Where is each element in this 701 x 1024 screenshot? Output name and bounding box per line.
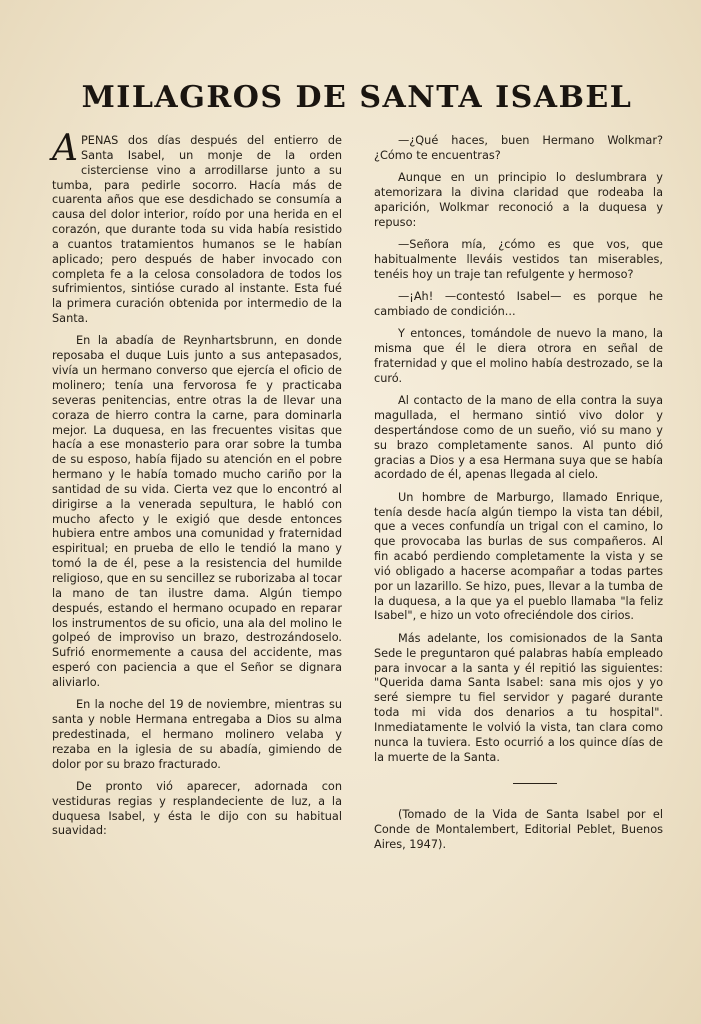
paragraph xyxy=(52,128,342,327)
divider xyxy=(513,783,557,784)
paragraph: —¡Ah! —contestó Isabel— es porque he cambiado de condición... xyxy=(374,290,663,318)
paragraph: —Señora mía, ¿cómo es que vos, que habitualmente lleváis vestidos tan miserables, tenéis hoy un traje tan refulgente y hermoso? xyxy=(374,238,663,281)
paragraph: En la abadía de Reynhartsbrunn, en donde reposaba el duque Luis junto a sus antepasados, vivía un hermano converso que ejercía el oficio de molinero; tenía una fervorosa fe y practicaba severas penitencias, entre otras la de llevar una coraza de hierro contra la carne, para dominarla mejor. La duquesa, en las frecuentes visitas que hacía a ese monasterio para orar sobre la tumba de su esposo, había fijado su atención en el pobre hermano y le había tomado mucho cariño por la santidad de su vida. Cierta vez que lo encontró al dirigirse a la venerada sepultura, le habló con mucho afecto y le exigió que desde entonces hubiera entre ambos una comunidad y fraternidad espiritual; en prueba de ello le tendió la mano y tomó la de él, pese a la resistencia del humilde religioso, que en su sencillez se ruborizaba al tocar la mano de tan ilustre dama. Algún tiempo después, estando el hermano ocupado en reparar los instrumentos de su oficio, una ala del molino le golpeó de improviso un brazo, destrozándoselo. Sufrió enormemente a causa del accidente, mas esperó con paciencia a que el Señor se dignara aliviarlo. xyxy=(52,334,342,689)
left-column xyxy=(52,128,342,847)
paragraph: —¿Qué haces, buen Hermano Wolkmar? ¿Cómo te encuentras? xyxy=(374,134,663,162)
paragraph: Y entonces, tomándole de nuevo la mano, la misma que él le diera otrora en señal de fraternidad y que el molino había destrozado, se la curó. xyxy=(374,327,663,385)
source-citation: (Tomado de la Vida de Santa Isabel por el Conde de Montalembert, Editorial Peblet, Buenos Aires, 1947). xyxy=(374,808,663,852)
paragraph: Al contacto de la mano de ella contra la suya magullada, el hermano sintió vivo dolor y despertándose como de un sueño, vió su mano y su brazo completamente sanos. Al punto dió gracias a Dios y a esa Hermana suya que se había acordado de él, apenas llegada al cielo. xyxy=(374,394,663,482)
paragraph: De pronto vió aparecer, adornada con vestiduras regias y resplandeciente de luz, a la duquesa Isabel, y ésta le dijo con su habitual suavidad: xyxy=(52,779,342,838)
paragraph: Un hombre de Marburgo, llamado Enrique, tenía desde hacía algún tiempo la vista tan débil, que a veces confundía un trigal con el camino, lo que provocaba las burlas de sus compañeros. Al fin acabó perdiendo completamente la vista y se vió obligado a hacerse acompañar a todas partes por un lazarillo. Se hizo, pues, llevar a la tumba de la duquesa, a la que ya el pueblo llamaba "la feliz Isabel", e hizo un voto ofreciéndole dos cirios. xyxy=(374,490,663,623)
right-column xyxy=(374,134,663,860)
drop-cap: A xyxy=(52,128,78,169)
paragraph: Más adelante, los comisionados de la Santa Sede le preguntaron qué palabras había empleado para invocar a la santa y él repitió las siguientes: "Querida dama Santa Isabel: sana mis ojos y yo seré siempre tu fiel servidor y pagaré durante toda mi vida dos denarios a tu hospital". Inmediatamente le volvió la vista, tan clara como nunca la tuviera. Esto ocurrió a los quince días de la muerte de la Santa. xyxy=(374,631,663,764)
paragraph-text: PENAS dos días después del entierro de Santa Isabel, un monje de la orden cisterciense vino a arrodillarse junto a su tumba, para pedirle socorro. Hacía más de cuarenta años que ese desdichado se consumía a causa del dolor interior, roído por una herida en el corazón, que durante toda su vida había resistido a cuantos tratamientos humanos se le habían aplicado; pero después de haber invocado con completa fe a la celosa consoladora de todos los sufrimientos, sintióse curado al instante. Esta fué la primera curación obtenida por intermedio de la Santa. xyxy=(52,134,342,326)
paragraph: En la noche del 19 de noviembre, mientras su santa y noble Hermana entregaba a Dios su alma predestinada, el hermano molinero velaba y rezaba en la iglesia de su abadía, gimiendo de dolor por su brazo fracturado. xyxy=(52,698,342,771)
paragraph: Aunque en un principio lo deslumbrara y atemorizara la divina claridad que rodeaba la aparición, Wolkmar reconoció a la duquesa y repuso: xyxy=(374,171,663,229)
article-title: MILAGROS DE SANTA ISABEL xyxy=(81,80,633,115)
